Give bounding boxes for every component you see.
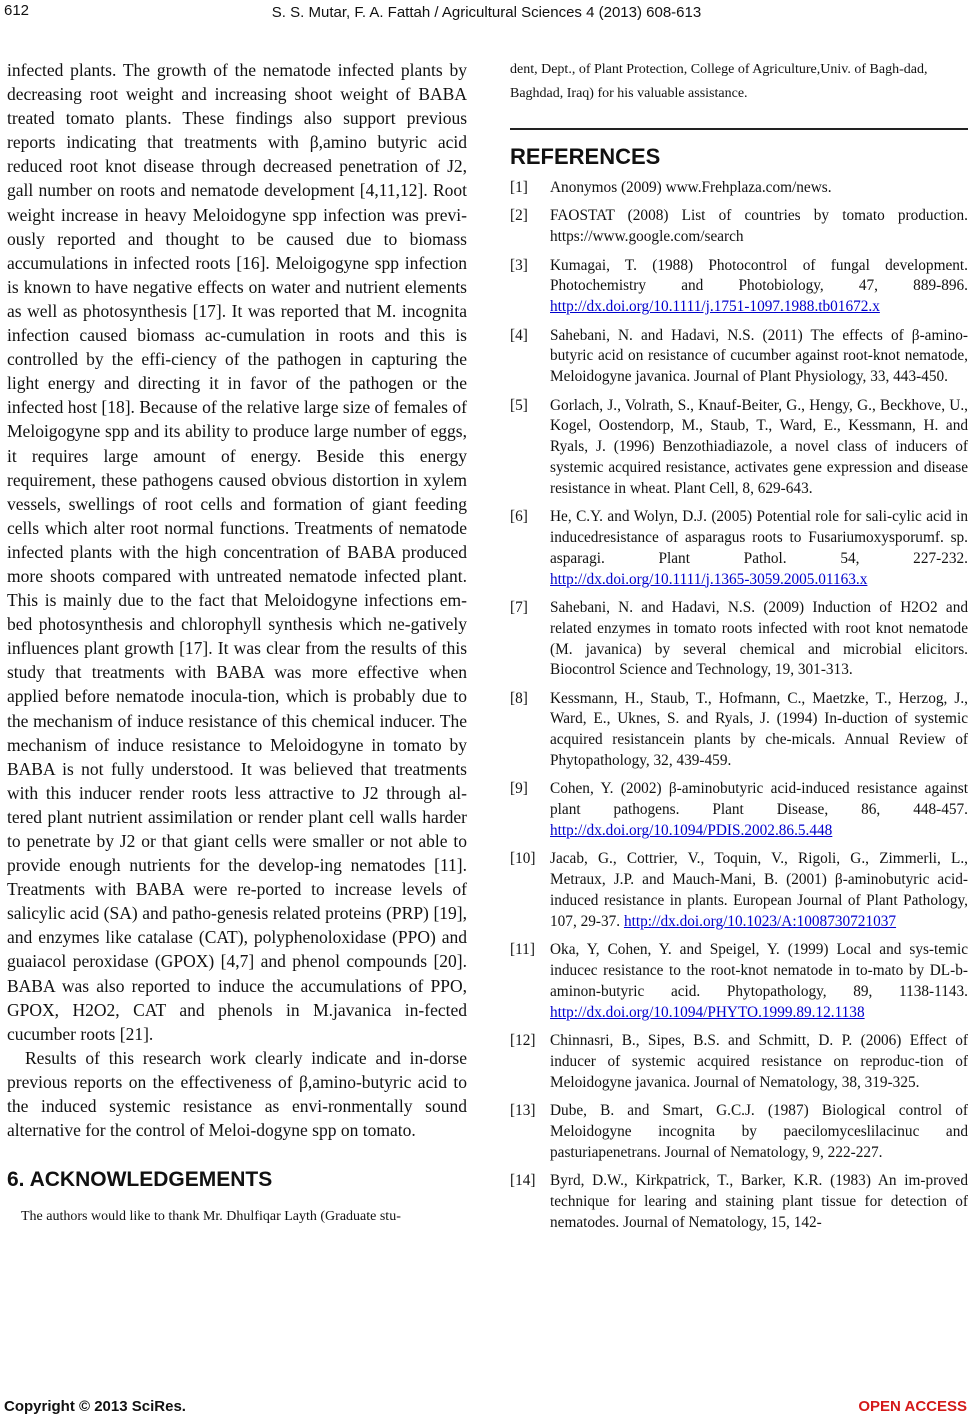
reference-item [510,1171,968,1233]
reference-citation: Kessmann, H., Staub, T., Hofmann, C., Maetzke, T., Herzog, J., Ward, E., Uknes, S. and Ryals, J. (1994) In-duction of systemic acquired resistancein plants by che-micals. Annual Review of Phytopathology, 32, 439-459. [550,689,968,770]
reference-citation: Oka, Y, Cohen, Y. and Speigel, Y. (1999) Local and sys-temic inducec resistance to the root-knot nematode in to-mato by DL-b-aminon-butyric acid. Phytopathology, 89, 1138-1143. [550,941,968,1000]
running-head: S. S. Mutar, F. A. Fattah / Agricultural Sciences 4 (2013) 608-613 [271,4,702,21]
right-column [510,58,968,1241]
section-title-acknowledgements: 6. ACKNOWLEDGEMENTS [7,1168,273,1192]
acknowledgement-text-continued: dent, Dept., of Plant Protection, College of Agriculture,Univ. of Bagh-dad, Baghdad, Iraq) for his valuable assistance. [510,62,928,101]
reference-citation: Kumagai, T. (1988) Photocontrol of fungal development. Photochemistry and Photobiology, 47, 889-896. [550,256,968,295]
reference-number: [3] [510,256,528,274]
page-number: 612 [4,2,30,19]
reference-citation: Jacab, G., Cottrier, V., Toquin, V., Rigoli, G., Zimmerli, L., Metraux, J.P. and Mauch-Mani, B. (2001) β-aminobutyric acid-induced resistance in plants. European Journal of Plant Pathology, 107, 29-37. [550,850,968,930]
reference-text [550,507,968,590]
doi-link[interactable]: http://dx.doi.org/10.1111/j.1365-3059.2005.01163.x [550,570,868,588]
copyright: Copyright © 2013 SciRes. [4,1398,186,1415]
reference-citation: Anonymos (2009) www.Frehplaza.com/news. [550,179,832,196]
reference-citation: Gorlach, J., Volrath, S., Knauf-Beiter, G., Hengy, G., Beckhove, U., Kogel, Oostendorp, M., Staub, T., Ward, E., Kessmann, H. and Ryals, J. (1996) Benzothiadiazole, a novel class of inducers of systemic acquired resistance, activates gene expression and disease resistance in wheat. Plant Cell, 8, 629-643. [550,396,968,497]
reference-text [550,206,968,248]
reference-item [510,326,968,388]
reference-item [510,507,968,590]
reference-number: [11] [510,941,535,959]
reference-text [550,256,968,318]
reference-item [510,940,968,1023]
page-header [0,0,973,28]
references-title: REFERENCES [510,144,661,169]
reference-citation: Sahebani, N. and Hadavi, N.S. (2011) The effects of β-amino-butyric acid on resistance of cucumber against root-knot nematode, Meloidogyne javanica. Journal of Plant Physiology, 33, 443-450. [550,326,968,386]
reference-item [510,849,968,932]
reference-item [510,1101,968,1163]
reference-item [510,1031,968,1093]
reference-text [550,689,968,772]
reference-citation: He, C.Y. and Wolyn, D.J. (2005) Potential role for sali-cylic acid in inducedresistance of asparagus roots to Fusariumoxysporumf. sp. asparagi. Plant Pathol. 54, 227-232. [550,508,968,567]
reference-citation: Cohen, Y. (2002) β-aminobutyric acid-induced resistance against plant pathogens. Plant Disease, 86, 448-457. [550,780,968,819]
reference-text [550,1171,968,1233]
reference-text [550,396,968,500]
reference-list [510,178,968,1233]
reference-citation: Dube, B. and Smart, G.C.J. (1987) Biological control of Meloidogyne incognita by paecilomyceslilacinuc and pasturiapenetrans. Journal of Nematology, 9, 222-227. [550,1102,968,1161]
left-column [7,58,467,1228]
acknowledgement-text: The authors would like to thank Mr. Dhulfiqar Layth (Graduate stu- [21,1209,401,1225]
reference-citation: Byrd, D.W., Kirkpatrick, T., Barker, K.R. (1983) An im-proved technique for learing and staining plant tissue for detection of nematodes. Journal of Nematology, 15, 142- [550,1171,968,1231]
reference-text [550,326,968,388]
reference-item [510,779,968,841]
reference-item [510,598,968,681]
doi-link[interactable]: http://dx.doi.org/10.1023/A:1008730721037 [623,912,897,930]
reference-citation: Chinnasri, B., Sipes, B.S. and Schmitt, D. P. (2006) Effect of inducer of systemic acquired resistance on reproduc-tion of Meloidogyne javanica. Journal of Nematology, 38, 319-325. [550,1032,968,1091]
open-access-label: OPEN ACCESS [858,1398,967,1415]
reference-number: [9] [510,780,528,798]
reference-citation: FAOSTAT (2008) List of countries by tomato production. https://www.google.com/search [550,207,968,246]
reference-text [550,1101,968,1163]
reference-citation: Sahebani, N. and Hadavi, N.S. (2009) Induction of H2O2 and related enzymes in tomato roots infected with root knot nematode (M. javanica) by several chemical and microbial elicitors. Biocontrol Science and Technology, 19, 301-313. [550,598,968,679]
reference-text [550,178,968,199]
body-paragraph: infected plants. The growth of the nematode infected plants by decreasing root weight and increasing shoot weight of BABA treated tomato plants. These findings also support previous reports indicating that treatments with β,amino butyric acid reduced root knot disease through decreased penetration of J2, gall number on roots and nematode development [4,11,12]. Root weight increase in heavy Meloidogyne spp infection was previ-ously reported and thought to be caused due to biomass accumulations in infected roots [16]. Meloigogyne spp infection is known to have negative effects on water and nutrient elements as well as photosynthesis [17]. It was reported that M. incognita infection caused biomass ac-cumulation in roots and this is controlled by the effi-ciency of the pathogen in capturing the light energy and directing it in favor of the pathogen or the infected host [18]. Because of the relative large size of females of Meloigogyne spp and its ability to produce large number of eggs, it requires large amount of energy. Beside this energy requirement, these pathogens caused obvious distortion in xylem vessels, swellings of root cells and formation of giant feeding cells which alter root normal functions. Treatments of nematode infected plants with the high concentration of BABA produced more shoots compared with untreated nematode infected plant. This is mainly due to the fact that Meloidogyne infections em-bed photosynthesis and chlorophyll synthesis which ne-gatively influences plant growth [17]. It was clear from the results of this study that treatments with BABA was more effective when applied before nematode inocula-tion, which is probably due to the mechanism of induce resistance of this chemical inducer. The mechanism of induce resistance to Meloidogyne in tomato by BABA is not fully understood. It was believed that treatments with this inducer render roots less attractive to J2 through al-tered plant nutrient assimilation or render plant cell walls harder to penetrate by J2 or that giant cells were smaller or not able to provide enough nutrients for the develop-ing nematodes [11]. Treatments with BABA were re-ported to increase levels of salicylic acid (SA) and patho-genesis related proteins (PRP) [19], and enzymes like catalase (CAT), polyphenoloxidase (PPO) and guaiacol peroxidase (GPOX) [4,7] and phenol compounds [20]. BABA was also reported to induce the accumulations of PPO, GPOX, H2O2, CAT and phenols in M.javanica in-fected cucumber roots [21]. [7,60,467,1044]
reference-item [510,256,968,318]
reference-number: [12] [510,1032,536,1050]
reference-number: [7] [510,598,528,616]
body-paragraph: Results of this research work clearly indicate and in-dorse previous reports on the effectiveness of β,amino-butyric acid to the induced systemic resistance as envi-ronmentally sound alternative for the control of Meloi-dogyne spp on tomato. [7,1047,467,1141]
reference-text [550,1031,968,1093]
reference-item [510,396,968,500]
reference-text [550,940,968,1023]
reference-number: [2] [510,207,528,225]
doi-link[interactable]: http://dx.doi.org/10.1111/j.1751-1097.1988.tb01672.x [550,298,880,316]
reference-item [510,206,968,248]
reference-item [510,178,968,199]
reference-number: [14] [510,1171,536,1189]
reference-item [510,689,968,772]
reference-text [550,779,968,841]
doi-link[interactable]: http://dx.doi.org/10.1094/PHYTO.1999.89.12.1138 [550,1003,865,1021]
reference-number: [5] [510,396,528,414]
reference-number: [13] [510,1102,536,1119]
reference-number: [6] [510,508,528,526]
reference-number: [4] [510,326,528,344]
reference-text [550,598,968,681]
reference-number: [10] [510,850,536,868]
reference-number: [8] [510,689,528,707]
doi-link[interactable]: http://dx.doi.org/10.1094/PDIS.2002.86.5.448 [550,822,833,840]
reference-text [550,849,968,932]
section-divider [510,128,968,130]
reference-number: [1] [510,179,528,196]
